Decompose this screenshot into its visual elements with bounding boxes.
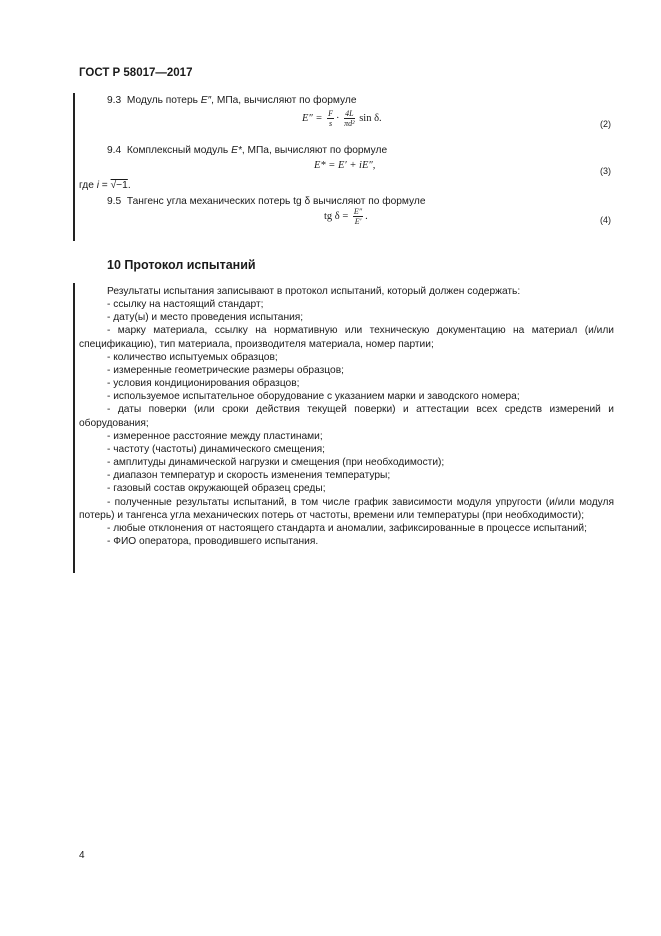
change-bar-top (73, 93, 75, 241)
list-item: - газовый состав окружающей образец среды; (107, 483, 326, 495)
formula-2: E″ = $\frac{F}{s}$ · $\frac{4L}{\text{πd²}}$ sin δ. (302, 109, 382, 128)
clause-9-3: 9.3 Модуль потерь E″, МПа, вычисляют по формуле (107, 95, 357, 106)
list-item: - используемое испытательное оборудование с указанием марки и заводского номера; (107, 391, 520, 403)
list-item: - ФИО оператора, проводившего испытания. (107, 535, 319, 547)
list-item: - измеренное расстояние между пластинами; (107, 430, 323, 442)
change-bar-bottom (73, 283, 75, 573)
section-title: 10 Протокол испытаний (107, 258, 256, 272)
list-lead: Результаты испытания записывают в протокол испытаний, который должен содержать: (107, 286, 521, 297)
fraction-e2-over-e1: $\frac{E''}{E'}$ (353, 207, 363, 226)
fraction-4l-over-pid2: $\frac{4L}{\text{πd²}}$ (344, 109, 355, 128)
where-clause: где i = √−1. (79, 180, 131, 191)
list-item: - марку материала, ссылку на нормативную или техническую документацию на материал (и/или спецификацию), тип материала, производителя материала, номер партии; (79, 325, 614, 350)
fraction-f-over-s: $\frac{F}{s}$ (328, 109, 334, 128)
list-item: - количество испытуемых образцов; (107, 351, 278, 363)
list-item: - любые отклонения от настоящего стандарта и аномалии, зафиксированные в процессе испытаний; (107, 522, 587, 534)
list-item: - условия кондиционирования образцов; (107, 378, 300, 390)
clause-9-5: 9.5 Тангенс угла механических потерь tg δ вычисляют по формуле (107, 196, 426, 207)
list-item: - даты поверки (или сроки действия текущей поверки) и аттестации всех средств измерений и оборудования; (79, 404, 614, 429)
list-item: - дату(ы) и место проведения испытания; (107, 312, 304, 324)
equation-number-3: (3) (600, 166, 611, 176)
equation-number-4: (4) (600, 215, 611, 225)
document-code: ГОСТ Р 58017—2017 (79, 67, 193, 79)
formula-3: E* = E′ + iE″, (314, 160, 376, 171)
clause-9-4: 9.4 Комплексный модуль E*, МПа, вычисляют по формуле (107, 145, 388, 156)
equation-number-2: (2) (600, 119, 611, 129)
page-number: 4 (79, 850, 85, 861)
list-item: - диапазон температур и скорость изменения температуры; (107, 470, 391, 482)
list-item: - частоту (частоты) динамического смещения; (107, 443, 325, 455)
protocol-contents (79, 285, 614, 548)
list-item: - ссылку на настоящий стандарт; (107, 299, 264, 311)
list-item: - амплитуды динамической нагрузки и смещения (при необходимости); (107, 457, 445, 469)
list-item: - измеренные геометрические размеры образцов; (107, 364, 344, 376)
list-item: - полученные результаты испытаний, в том числе график зависимости модуля упругости (и/или модуля потерь) и тангенса угла механических потерь от частоты, времени или температуры (при необходимости); (79, 496, 614, 521)
formula-4: tg δ = $\frac{E''}{E'}$ . (324, 207, 368, 226)
